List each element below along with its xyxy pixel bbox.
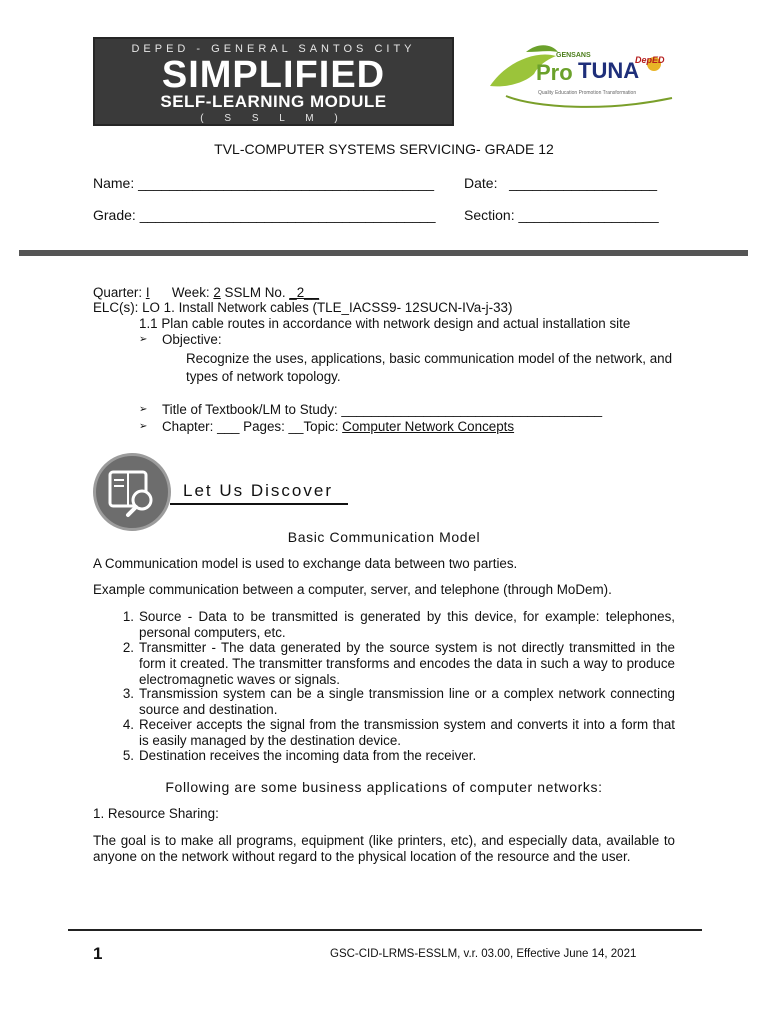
date-field[interactable]: Date: ___________________ [464,175,658,191]
applications-heading: Following are some business applications of computer networks: [165,779,603,795]
objective-label: Objective: [162,332,222,347]
logo-pro: Pro [536,60,573,85]
section-field[interactable]: Section: __________________ [464,207,659,223]
sub-objective: 1.1 Plan cable routes in accordance with network design and actual installation site [139,316,631,331]
chapter-prefix: Chapter: ___ Pages: __Topic: [162,419,343,434]
page-number: 1 [93,944,103,963]
logo-deped: DepED [635,55,665,65]
sslm-label: SSLM No. [220,285,290,300]
banner-abbr: ( S S L M ) [200,113,347,124]
subject-title: TVL-COMPUTER SYSTEMS SERVICING- GRADE 12 [214,141,554,157]
week-label: Week: [171,285,214,300]
week-value: 2 [213,285,221,300]
arrow-bullet-icon: ➢ [139,421,148,432]
logo-description: Quality Education Promotion Transformation [538,90,637,96]
objective-text: Recognize the uses, applications, basic communication model of the network, and types of network topology. [186,351,673,384]
discover-title: Let Us Discover [183,481,333,500]
discover-underline [170,503,348,505]
sslm-value: _2__ [289,285,320,300]
footer-divider [68,929,702,931]
resource-sharing-text: The goal is to make all programs, equipment (like printers, etc), and especially data, available to anyone on the network without regard to the physical location of the resource and the user. [93,833,675,864]
intro-paragraph-1: A Communication model is used to exchange data between two parties. [93,556,518,571]
arrow-bullet-icon: ➢ [139,404,148,415]
arrow-bullet-icon: ➢ [139,334,148,345]
section-heading: Basic Communication Model [287,529,481,545]
banner-org-line: DEPED - GENERAL SANTOS CITY [131,43,416,55]
banner-subtitle: SELF-LEARNING MODULE [160,92,387,111]
quarter-label: Quarter: [93,285,146,300]
module-banner [93,37,454,126]
chapter-line [162,419,514,435]
chapter-topic: Computer Network Concepts [342,419,515,434]
intro-paragraph-2: Example communication between a computer, server, and telephone (through MoDem). [93,582,612,597]
header-divider [19,250,748,256]
quarter-week-line [93,285,319,301]
grade-field[interactable]: Grade: ______________________________________ [93,207,436,223]
quarter-value: I [145,285,150,300]
discover-icon [93,453,171,531]
logo-tuna: TUNA [578,58,640,83]
elc-line: ELC(s): LO 1. Install Network cables (TLE_IACSS9- 12SUCN-IVa-j-33) [93,300,513,315]
banner-title: SIMPLIFIED [161,54,386,96]
protuna-logo [486,42,676,122]
textbook-line: Title of Textbook/LM to Study: ___________________________________ [162,402,603,417]
logo-top-text: GENSANS [556,52,591,59]
footer-code: GSC-CID-LRMS-ESSLM, v.r. 03.00, Effective June 14, 2021 [330,948,637,960]
name-field[interactable]: Name: ______________________________________ [93,175,434,191]
resource-sharing-heading: 1. Resource Sharing: [93,806,219,821]
